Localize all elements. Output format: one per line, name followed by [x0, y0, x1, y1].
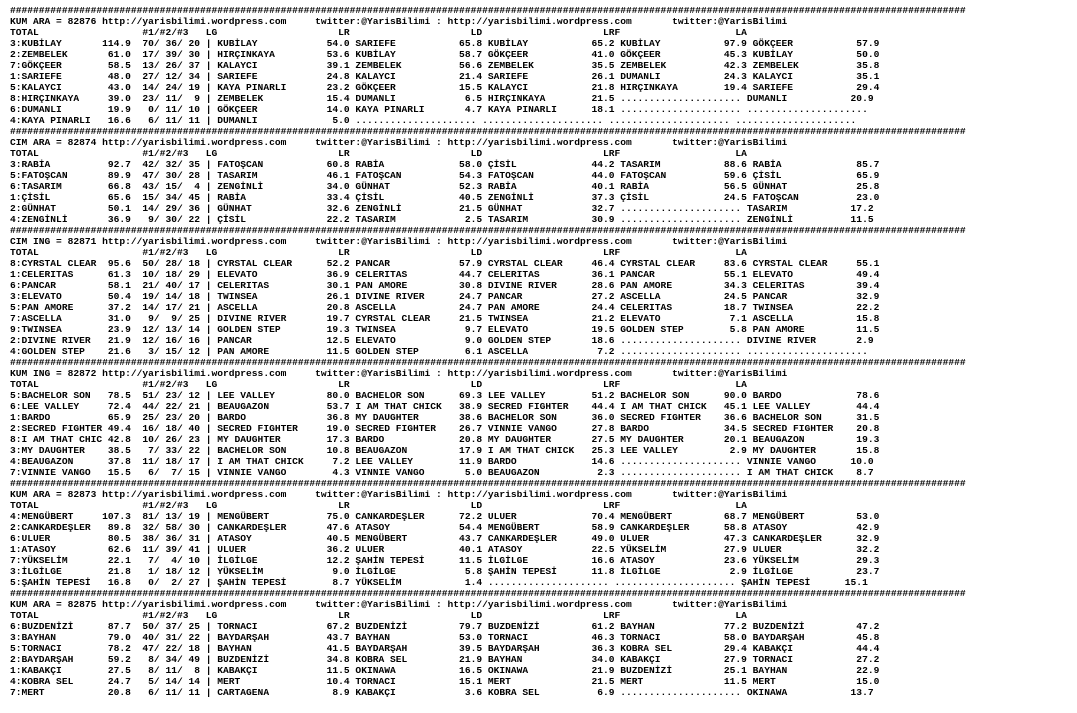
- text-line: 6:BUZDENİZİ 87.7 50/ 37/ 25 | TORNACI 67.2 BUZDENİZİ 79.7 BUZDENİZİ 61.2 BAYHAN 77.2 BUZDENİZİ 47.2: [10, 621, 880, 632]
- text-line: ######################################################################################################################################################################: [10, 126, 966, 137]
- text-line: ######################################################################################################################################################################: [10, 478, 966, 489]
- text-line: 1:SARIEFE 48.0 27/ 12/ 34 | SARIEFE 24.8 KALAYCI 21.4 SARIEFE 26.1 DUMANLI 24.3 KALAYCI 35.1: [10, 71, 880, 82]
- text-line: ######################################################################################################################################################################: [10, 588, 966, 599]
- text-line: 5:PAN AMORE 37.2 14/ 17/ 21 | ASCELLA 20.8 ASCELLA 24.7 PAN AMORE 24.4 CELERITAS 18.7 TWINSEA 22.2: [10, 302, 880, 313]
- text-line: 6:DUMANLI 19.9 0/ 11/ 10 | GÖKÇEER 14.0 KAYA PINARLI 4.7 KAYA PINARLI 18.1 ..................... .....................: [10, 104, 868, 115]
- text-line: 8:I AM THAT CHIC 42.8 10/ 26/ 23 | MY DAUGHTER 17.3 BARDO 20.8 MY DAUGHTER 27.5 MY DAUGHTER 20.1 BEAUGAZON 19.3: [10, 434, 880, 445]
- text-line: 6:TASARIM 66.8 43/ 15/ 4 | ZENGİNLİ 34.0 GÜNHAT 52.3 RABİA 40.1 RABİA 56.5 GÜNHAT 25.8: [10, 181, 880, 192]
- text-line: 8:HIRÇINKAYA 39.0 23/ 11/ 9 | ZEMBELEK 15.4 DUMANLI 6.5 HIRÇINKAYA 21.5 ..................... DUMANLI 20.9: [10, 93, 874, 104]
- text-line: 4:KAYA PINARLI 16.6 6/ 11/ 11 | DUMANLI 5.0 ..................... ..................... ..................... .....................: [10, 115, 857, 126]
- text-line: 8:CYRSTAL CLEAR 95.6 50/ 28/ 18 | CYRSTAL CLEAR 52.2 PANCAR 57.9 CYRSTAL CLEAR 46.4 CYRSTAL CLEAR 83.6 CYRSTAL CLEAR 55.1: [10, 258, 880, 269]
- text-line: 6:PANCAR 58.1 21/ 40/ 17 | CELERITAS 30.1 PAN AMORE 30.8 DIVINE RIVER 28.6 PAN AMORE 34.3 CELERITAS 39.4: [10, 280, 880, 291]
- text-line: 6:LEE VALLEY 72.4 44/ 22/ 21 | BEAUGAZON 53.7 I AM THAT CHICK 38.9 SECRED FIGHTER 44.4 I AM THAT CHICK 45.1 LEE VALLEY 44.4: [10, 401, 880, 412]
- text-line: 3:BAYHAN 79.0 40/ 31/ 22 | BAYDARŞAH 43.7 BAYHAN 53.0 TORNACI 46.3 TORNACI 58.0 BAYDARŞAH 45.8: [10, 632, 880, 643]
- text-line: 2:DIVINE RIVER 21.9 12/ 16/ 16 | PANCAR 12.5 ELEVATO 9.0 GOLDEN STEP 18.6 ..................... DIVINE RIVER 2.9: [10, 335, 874, 346]
- race-analysis-sheet: [10, 5, 1077, 698]
- text-line: 7:MERT 20.8 6/ 11/ 11 | CARTAGENA 8.9 KABAKÇI 3.6 KOBRA SEL 6.9 ..................... OKINAWA 13.7: [10, 687, 874, 698]
- text-line: TOTAL #1/#2/#3 LG LR LD LRF LA: [10, 610, 747, 621]
- text-line: 1:CELERITAS 61.3 10/ 18/ 29 | ELEVATO 36.9 CELERITAS 44.7 CELERITAS 36.1 PANCAR 55.1 ELEVATO 49.4: [10, 269, 880, 280]
- text-line: 7:ASCELLA 31.0 9/ 9/ 25 | DIVINE RIVER 19.7 CYRSTAL CLEAR 21.5 TWINSEA 21.2 ELEVATO 7.1 ASCELLA 15.8: [10, 313, 880, 324]
- text-line: KUM ARA = 82873 http://yarisbilimi.wordpress.com twitter:@YarisBilimi : http://yarisbilimi.wordpress.com twitter:@YarisBilimi: [10, 489, 788, 500]
- text-line: 4:ZENGİNLİ 36.9 9/ 30/ 22 | ÇİSİL 22.2 TASARIM 2.5 TASARIM 30.9 ..................... ZENGİNLİ 11.5: [10, 214, 874, 225]
- text-line: CIM ING = 82871 http://yarisbilimi.wordpress.com twitter:@YarisBilimi : http://yarisbilimi.wordpress.com twitter:@YarisBilimi: [10, 236, 788, 247]
- text-line: ######################################################################################################################################################################: [10, 5, 966, 16]
- text-line: 6:ULUER 80.5 38/ 36/ 31 | ATASOY 40.5 MENGÜBERT 43.7 CANKARDEŞLER 49.0 ULUER 47.3 CANKARDEŞLER 32.9: [10, 533, 880, 544]
- text-line: 3:RABİA 92.7 42/ 32/ 35 | FATOŞCAN 60.8 RABİA 58.0 ÇİSİL 44.2 TASARIM 88.6 RABİA 85.7: [10, 159, 880, 170]
- text-line: 3:MY DAUGHTER 38.5 7/ 33/ 22 | BACHELOR SON 10.8 BEAUGAZON 17.9 I AM THAT CHICK 25.3 LEE VALLEY 2.9 MY DAUGHTER 15.8: [10, 445, 880, 456]
- text-line: 2:GÜNHAT 50.1 14/ 29/ 36 | GÜNHAT 32.6 ZENGİNLİ 21.5 GÜNHAT 32.7 ..................... TASARIM 17.2: [10, 203, 874, 214]
- text-line: CIM ARA = 82874 http://yarisbilimi.wordpress.com twitter:@YarisBilimi : http://yarisbilimi.wordpress.com twitter:@YarisBilimi: [10, 137, 788, 148]
- text-line: 1:BARDO 65.9 25/ 23/ 20 | BARDO 36.8 MY DAUGHTER 38.6 BACHELOR SON 36.0 SECRED FIGHTER 36.6 BACHELOR SON 31.5: [10, 412, 880, 423]
- text-line: TOTAL #1/#2/#3 LG LR LD LRF LA: [10, 27, 747, 38]
- text-line: 2:SECRED FIGHTER 49.4 16/ 18/ 40 | SECRED FIGHTER 19.0 SECRED FIGHTER 26.7 VINNIE VANGO 27.8 BARDO 34.5 SECRED FIGHTER 20.8: [10, 423, 880, 434]
- text-line: ######################################################################################################################################################################: [10, 357, 966, 368]
- text-line: 1:KABAKÇI 27.5 8/ 11/ 8 | KABAKÇI 11.5 OKINAWA 16.5 OKINAWA 21.9 BUZDENİZİ 25.1 BAYHAN 22.9: [10, 665, 880, 676]
- text-line: 4:MENGÜBERT 107.3 81/ 13/ 19 | MENGÜBERT 75.0 CANKARDEŞLER 72.2 ULUER 70.4 MENGÜBERT 68.7 MENGÜBERT 53.0: [10, 511, 880, 522]
- text-line: 2:ZEMBELEK 61.0 17/ 39/ 30 | HIRÇINKAYA 53.6 KUBİLAY 58.7 GÖKÇEER 41.0 GÖKÇEER 45.3 KUBİLAY 50.0: [10, 49, 880, 60]
- text-line: 4:KOBRA SEL 24.7 5/ 14/ 14 | MERT 10.4 TORNACI 15.1 MERT 21.5 MERT 11.5 MERT 15.0: [10, 676, 880, 687]
- text-line: 3:İLGİLGE 21.8 1/ 18/ 12 | YÜKSELİM 9.0 İLGİLGE 5.8 ŞAHİN TEPESİ 11.8 İLGİLGE 2.9 İLGİLGE 23.7: [10, 566, 880, 577]
- text-line: 9:TWINSEA 23.9 12/ 13/ 14 | GOLDEN STEP 19.3 TWINSEA 9.7 ELEVATO 19.5 GOLDEN STEP 5.8 PAN AMORE 11.5: [10, 324, 880, 335]
- text-line: 2:BAYDARŞAH 59.2 8/ 34/ 49 | BUZDENİZİ 34.8 KOBRA SEL 21.9 BAYHAN 34.0 KABAKÇI 27.9 TORNACI 27.2: [10, 654, 880, 665]
- text-line: 5:BACHELOR SON 78.5 51/ 23/ 12 | LEE VALLEY 80.0 BACHELOR SON 69.3 LEE VALLEY 51.2 BACHELOR SON 90.0 BARDO 78.6: [10, 390, 880, 401]
- text-line: 2:CANKARDEŞLER 89.8 32/ 58/ 30 | CANKARDEŞLER 47.6 ATASOY 54.4 MENGÜBERT 58.9 CANKARDEŞLER 58.8 ATASOY 42.9: [10, 522, 880, 533]
- text-line: 5:FATOŞCAN 89.9 47/ 30/ 28 | TASARIM 46.1 FATOŞCAN 54.3 FATOŞCAN 44.0 FATOŞCAN 59.6 ÇİSİL 65.9: [10, 170, 880, 181]
- text-line: 4:GOLDEN STEP 21.6 3/ 15/ 12 | PAN AMORE 11.5 GOLDEN STEP 6.1 ASCELLA 7.2 ..................... .....................: [10, 346, 868, 357]
- text-line: TOTAL #1/#2/#3 LG LR LD LRF LA: [10, 379, 747, 390]
- text-line: KUM ARA = 82875 http://yarisbilimi.wordpress.com twitter:@YarisBilimi : http://yarisbilimi.wordpress.com twitter:@YarisBilimi: [10, 599, 788, 610]
- text-line: 5:KALAYCI 43.0 14/ 24/ 19 | KAYA PINARLI 23.2 GÖKÇEER 15.5 KALAYCI 21.8 HIRÇINKAYA 19.4 SARIEFE 29.4: [10, 82, 880, 93]
- text-line: 1:ATASOY 62.6 11/ 39/ 41 | ULUER 36.2 ULUER 40.1 ATASOY 22.5 YÜKSELİM 27.9 ULUER 32.2: [10, 544, 880, 555]
- text-line: ######################################################################################################################################################################: [10, 225, 966, 236]
- text-line: 7:GÖKÇEER 58.5 13/ 26/ 37 | KALAYCI 39.1 ZEMBELEK 56.6 ZEMBELEK 35.5 ZEMBELEK 42.3 ZEMBELEK 35.8: [10, 60, 880, 71]
- text-line: KUM ARA = 82876 http://yarisbilimi.wordpress.com twitter:@YarisBilimi : http://yarisbilimi.wordpress.com twitter:@YarisBilimi: [10, 16, 788, 27]
- text-line: 1:ÇİSİL 65.6 15/ 34/ 45 | RABİA 33.4 ÇİSİL 40.5 ZENGİNLİ 37.3 ÇİSİL 24.5 FATOŞCAN 23.0: [10, 192, 880, 203]
- text-line: 5:TORNACI 78.2 47/ 22/ 18 | BAYHAN 41.5 BAYDARŞAH 39.5 BAYDARŞAH 36.3 KOBRA SEL 29.4 KABAKÇI 44.4: [10, 643, 880, 654]
- text-line: TOTAL #1/#2/#3 LG LR LD LRF LA: [10, 247, 747, 258]
- text-line: 4:BEAUGAZON 37.8 11/ 18/ 17 | I AM THAT CHICK 7.2 LEE VALLEY 11.9 BARDO 14.6 ..................... VINNIE VANGO 10.0: [10, 456, 874, 467]
- text-line: TOTAL #1/#2/#3 LG LR LD LRF LA: [10, 500, 747, 511]
- text-line: 3:ELEVATO 50.4 19/ 14/ 18 | TWINSEA 26.1 DIVINE RIVER 24.7 PANCAR 27.2 ASCELLA 24.5 PANCAR 32.9: [10, 291, 880, 302]
- text-line: 3:KUBİLAY 114.9 70/ 36/ 20 | KUBİLAY 54.0 SARIEFE 65.8 KUBİLAY 65.2 KUBİLAY 97.9 GÖKÇEER 57.9: [10, 38, 880, 49]
- text-line: 5:ŞAHİN TEPESİ 16.8 0/ 2/ 27 | ŞAHİN TEPESİ 8.7 YÜKSELİM 1.4 ..................... ..................... ŞAHİN TEPESİ 15.1: [10, 577, 868, 588]
- text-line: 7:YÜKSELİM 22.1 7/ 4/ 10 | İLGİLGE 12.2 ŞAHİN TEPESİ 11.5 İLGİLGE 16.6 ATASOY 23.6 YÜKSELİM 29.3: [10, 555, 880, 566]
- text-line: 7:VINNIE VANGO 15.5 6/ 7/ 15 | VINNIE VANGO 4.3 VINNIE VANGO 5.0 BEAUGAZON 2.3 ..................... I AM THAT CHICK 8.7: [10, 467, 874, 478]
- text-line: KUM ING = 82872 http://yarisbilimi.wordpress.com twitter:@YarisBilimi : http://yarisbilimi.wordpress.com twitter:@YarisBilimi: [10, 368, 788, 379]
- text-line: TOTAL #1/#2/#3 LG LR LD LRF LA: [10, 148, 747, 159]
